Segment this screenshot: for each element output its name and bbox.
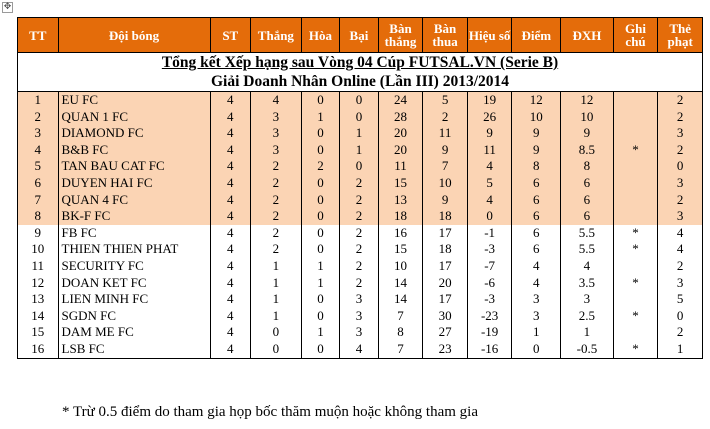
wins-cell: 2 bbox=[251, 175, 302, 192]
wins-cell: 2 bbox=[251, 158, 302, 175]
losses-cell: 2 bbox=[340, 192, 379, 209]
losses-cell: 2 bbox=[340, 175, 379, 192]
goals-against-cell: 27 bbox=[423, 324, 468, 341]
header-cell: TT bbox=[18, 18, 59, 53]
goals-for-cell: 20 bbox=[378, 125, 423, 142]
played-cell: 4 bbox=[210, 225, 251, 242]
ranking-points-cell: 10 bbox=[561, 109, 614, 126]
goals-against-cell: 18 bbox=[423, 241, 468, 258]
note-cell: * bbox=[613, 241, 658, 258]
draws-cell: 0 bbox=[301, 208, 340, 225]
title-line-1: Tổng kết Xếp hạng sau Vòng 04 Cúp FUTSAL.VN (Serie B) bbox=[161, 54, 559, 71]
goals-for-cell: 28 bbox=[378, 109, 423, 126]
ranking-points-cell: 1 bbox=[561, 324, 614, 341]
cards-cell: 2 bbox=[658, 192, 703, 209]
draws-cell: 1 bbox=[301, 258, 340, 275]
cards-cell: 3 bbox=[658, 208, 703, 225]
cards-cell: 3 bbox=[658, 125, 703, 142]
draws-cell: 0 bbox=[301, 291, 340, 308]
header-cell: Thắng bbox=[251, 18, 302, 53]
ranking-points-cell: 8.5 bbox=[561, 142, 614, 159]
goal-diff-cell: -3 bbox=[467, 291, 512, 308]
table-row bbox=[18, 208, 703, 225]
ranking-points-cell: 5.5 bbox=[561, 225, 614, 242]
played-cell: 4 bbox=[210, 241, 251, 258]
points-cell: 3 bbox=[512, 308, 561, 325]
table-row bbox=[18, 341, 703, 358]
table-row bbox=[18, 109, 703, 126]
draws-cell: 0 bbox=[301, 142, 340, 159]
played-cell: 4 bbox=[210, 275, 251, 292]
header-row bbox=[18, 18, 703, 53]
goals-against-cell: 23 bbox=[423, 341, 468, 358]
note-cell bbox=[613, 175, 658, 192]
goal-diff-cell: 19 bbox=[467, 92, 512, 109]
points-cell: 6 bbox=[512, 225, 561, 242]
rank-cell: 4 bbox=[18, 142, 59, 159]
ranking-points-cell: 6 bbox=[561, 192, 614, 209]
table-move-handle-icon[interactable]: ✥ bbox=[3, 2, 12, 12]
losses-cell: 2 bbox=[340, 208, 379, 225]
table-row bbox=[18, 175, 703, 192]
played-cell: 4 bbox=[210, 341, 251, 358]
header-cell: ĐXH bbox=[561, 18, 614, 53]
goal-diff-cell: -16 bbox=[467, 341, 512, 358]
ranking-points-cell: 3.5 bbox=[561, 275, 614, 292]
points-cell: 8 bbox=[512, 158, 561, 175]
played-cell: 4 bbox=[210, 158, 251, 175]
ranking-points-cell: 5.5 bbox=[561, 241, 614, 258]
draws-cell: 0 bbox=[301, 175, 340, 192]
points-cell: 0 bbox=[512, 341, 561, 358]
ranking-points-cell: -0.5 bbox=[561, 341, 614, 358]
table-row bbox=[18, 291, 703, 308]
goal-diff-cell: 4 bbox=[467, 158, 512, 175]
title-line-2: Giải Doanh Nhân Online (Lần III) 2013/2014 bbox=[210, 73, 509, 90]
note-cell bbox=[613, 192, 658, 209]
team-name-cell: EU FC bbox=[58, 92, 210, 109]
team-name-cell: B&B FC bbox=[58, 142, 210, 159]
table-row bbox=[18, 125, 703, 142]
goals-for-cell: 10 bbox=[378, 258, 423, 275]
goals-against-cell: 7 bbox=[423, 158, 468, 175]
table-row bbox=[18, 158, 703, 175]
draws-cell: 1 bbox=[301, 109, 340, 126]
goal-diff-cell: 26 bbox=[467, 109, 512, 126]
rank-cell: 13 bbox=[18, 291, 59, 308]
rank-cell: 8 bbox=[18, 208, 59, 225]
points-cell: 6 bbox=[512, 175, 561, 192]
note-cell: * bbox=[613, 341, 658, 358]
ranking-points-cell: 9 bbox=[561, 125, 614, 142]
played-cell: 4 bbox=[210, 208, 251, 225]
cards-cell: 3 bbox=[658, 175, 703, 192]
note-cell: * bbox=[613, 225, 658, 242]
losses-cell: 1 bbox=[340, 125, 379, 142]
table-row bbox=[18, 241, 703, 258]
wins-cell: 1 bbox=[251, 308, 302, 325]
goals-against-cell: 2 bbox=[423, 109, 468, 126]
losses-cell: 0 bbox=[340, 158, 379, 175]
ranking-points-cell: 3 bbox=[561, 291, 614, 308]
note-cell bbox=[613, 158, 658, 175]
note-cell: * bbox=[613, 142, 658, 159]
losses-cell: 1 bbox=[340, 142, 379, 159]
rank-cell: 6 bbox=[18, 175, 59, 192]
points-cell: 9 bbox=[512, 125, 561, 142]
team-name-cell: SECURITY FC bbox=[58, 258, 210, 275]
goal-diff-cell: 9 bbox=[467, 125, 512, 142]
cards-cell: 1 bbox=[658, 341, 703, 358]
team-name-cell: FB FC bbox=[58, 225, 210, 242]
team-name-cell: DIAMOND FC bbox=[58, 125, 210, 142]
goals-for-cell: 8 bbox=[378, 324, 423, 341]
team-name-cell: THIEN THIEN PHAT bbox=[58, 241, 210, 258]
note-cell bbox=[613, 258, 658, 275]
wins-cell: 1 bbox=[251, 291, 302, 308]
points-cell: 6 bbox=[512, 208, 561, 225]
note-cell bbox=[613, 109, 658, 126]
cards-cell: 3 bbox=[658, 275, 703, 292]
played-cell: 4 bbox=[210, 258, 251, 275]
goals-for-cell: 14 bbox=[378, 291, 423, 308]
goals-for-cell: 15 bbox=[378, 241, 423, 258]
points-cell: 3 bbox=[512, 291, 561, 308]
goals-against-cell: 5 bbox=[423, 92, 468, 109]
draws-cell: 0 bbox=[301, 308, 340, 325]
rank-cell: 12 bbox=[18, 275, 59, 292]
goals-for-cell: 24 bbox=[378, 92, 423, 109]
table-row bbox=[18, 275, 703, 292]
team-name-cell: BK-F FC bbox=[58, 208, 210, 225]
team-name-cell: QUAN 1 FC bbox=[58, 109, 210, 126]
goals-against-cell: 20 bbox=[423, 275, 468, 292]
team-name-cell: LSB FC bbox=[58, 341, 210, 358]
goal-diff-cell: -6 bbox=[467, 275, 512, 292]
table-row bbox=[18, 142, 703, 159]
cards-cell: 0 bbox=[658, 308, 703, 325]
played-cell: 4 bbox=[210, 142, 251, 159]
header-cell: Đội bóng bbox=[58, 18, 210, 53]
points-cell: 6 bbox=[512, 192, 561, 209]
cards-cell: 2 bbox=[658, 324, 703, 341]
wins-cell: 2 bbox=[251, 208, 302, 225]
goals-for-cell: 11 bbox=[378, 158, 423, 175]
goals-against-cell: 17 bbox=[423, 258, 468, 275]
points-cell: 9 bbox=[512, 142, 561, 159]
standings-table bbox=[17, 17, 703, 359]
table-row bbox=[18, 92, 703, 109]
wins-cell: 2 bbox=[251, 225, 302, 242]
cards-cell: 0 bbox=[658, 158, 703, 175]
draws-cell: 1 bbox=[301, 275, 340, 292]
wins-cell: 2 bbox=[251, 241, 302, 258]
rank-cell: 15 bbox=[18, 324, 59, 341]
points-cell: 4 bbox=[512, 275, 561, 292]
goals-against-cell: 9 bbox=[423, 142, 468, 159]
goals-for-cell: 16 bbox=[378, 225, 423, 242]
header-cell: Bàn thắng bbox=[378, 18, 423, 53]
points-cell: 1 bbox=[512, 324, 561, 341]
goals-for-cell: 14 bbox=[378, 275, 423, 292]
header-cell: Thẻ phạt bbox=[658, 18, 703, 53]
table-row bbox=[18, 258, 703, 275]
wins-cell: 2 bbox=[251, 192, 302, 209]
standings-rows bbox=[18, 92, 703, 359]
note-cell bbox=[613, 125, 658, 142]
played-cell: 4 bbox=[210, 192, 251, 209]
cards-cell: 2 bbox=[658, 109, 703, 126]
rank-cell: 14 bbox=[18, 308, 59, 325]
ranking-points-cell: 8 bbox=[561, 158, 614, 175]
header-cell: ST bbox=[210, 18, 251, 53]
header-cell: Điểm bbox=[512, 18, 561, 53]
note-cell: * bbox=[613, 275, 658, 292]
goal-diff-cell: -3 bbox=[467, 241, 512, 258]
wins-cell: 3 bbox=[251, 125, 302, 142]
points-cell: 4 bbox=[512, 258, 561, 275]
footnote: * Trừ 0.5 điểm do tham gia họp bốc thăm muộn hoặc không tham gia bbox=[62, 404, 479, 420]
header-cell: Ghi chú bbox=[613, 18, 658, 53]
draws-cell: 0 bbox=[301, 92, 340, 109]
team-name-cell: TAN BAU CAT FC bbox=[58, 158, 210, 175]
goal-diff-cell: -1 bbox=[467, 225, 512, 242]
ranking-points-cell: 6 bbox=[561, 208, 614, 225]
team-name-cell: DUYEN HAI FC bbox=[58, 175, 210, 192]
draws-cell: 1 bbox=[301, 324, 340, 341]
losses-cell: 0 bbox=[340, 92, 379, 109]
rank-cell: 2 bbox=[18, 109, 59, 126]
table-row bbox=[18, 225, 703, 242]
played-cell: 4 bbox=[210, 291, 251, 308]
cards-cell: 2 bbox=[658, 92, 703, 109]
goal-diff-cell: -19 bbox=[467, 324, 512, 341]
team-name-cell: LIEN MINH FC bbox=[58, 291, 210, 308]
points-cell: 10 bbox=[512, 109, 561, 126]
rank-cell: 5 bbox=[18, 158, 59, 175]
draws-cell: 2 bbox=[301, 158, 340, 175]
note-cell bbox=[613, 324, 658, 341]
header-cell: Hiệu số bbox=[467, 18, 512, 53]
points-cell: 6 bbox=[512, 241, 561, 258]
rank-cell: 1 bbox=[18, 92, 59, 109]
losses-cell: 2 bbox=[340, 258, 379, 275]
rank-cell: 16 bbox=[18, 341, 59, 358]
wins-cell: 4 bbox=[251, 92, 302, 109]
goals-for-cell: 7 bbox=[378, 308, 423, 325]
cards-cell: 4 bbox=[658, 241, 703, 258]
goals-against-cell: 11 bbox=[423, 125, 468, 142]
losses-cell: 2 bbox=[340, 241, 379, 258]
table-row bbox=[18, 324, 703, 341]
team-name-cell: SGDN FC bbox=[58, 308, 210, 325]
goal-diff-cell: 0 bbox=[467, 208, 512, 225]
wins-cell: 0 bbox=[251, 341, 302, 358]
goals-against-cell: 30 bbox=[423, 308, 468, 325]
cards-cell: 5 bbox=[658, 291, 703, 308]
goals-against-cell: 18 bbox=[423, 208, 468, 225]
played-cell: 4 bbox=[210, 125, 251, 142]
draws-cell: 0 bbox=[301, 241, 340, 258]
table-row bbox=[18, 192, 703, 209]
goal-diff-cell: 11 bbox=[467, 142, 512, 159]
goals-against-cell: 17 bbox=[423, 291, 468, 308]
losses-cell: 3 bbox=[340, 308, 379, 325]
goals-for-cell: 18 bbox=[378, 208, 423, 225]
ranking-points-cell: 4 bbox=[561, 258, 614, 275]
rank-cell: 10 bbox=[18, 241, 59, 258]
note-cell: * bbox=[613, 308, 658, 325]
wins-cell: 1 bbox=[251, 258, 302, 275]
note-cell bbox=[613, 92, 658, 109]
points-cell: 12 bbox=[512, 92, 561, 109]
played-cell: 4 bbox=[210, 308, 251, 325]
rank-cell: 7 bbox=[18, 192, 59, 209]
played-cell: 4 bbox=[210, 175, 251, 192]
ranking-points-cell: 6 bbox=[561, 175, 614, 192]
goal-diff-cell: 4 bbox=[467, 192, 512, 209]
played-cell: 4 bbox=[210, 109, 251, 126]
team-name-cell: DAM ME FC bbox=[58, 324, 210, 341]
played-cell: 4 bbox=[210, 324, 251, 341]
rank-cell: 3 bbox=[18, 125, 59, 142]
losses-cell: 0 bbox=[340, 109, 379, 126]
goals-against-cell: 17 bbox=[423, 225, 468, 242]
rank-cell: 9 bbox=[18, 225, 59, 242]
goals-for-cell: 15 bbox=[378, 175, 423, 192]
goals-for-cell: 20 bbox=[378, 142, 423, 159]
draws-cell: 0 bbox=[301, 225, 340, 242]
wins-cell: 1 bbox=[251, 275, 302, 292]
team-name-cell: QUAN 4 FC bbox=[58, 192, 210, 209]
table-row bbox=[18, 308, 703, 325]
goal-diff-cell: -23 bbox=[467, 308, 512, 325]
draws-cell: 0 bbox=[301, 125, 340, 142]
goals-against-cell: 9 bbox=[423, 192, 468, 209]
goals-for-cell: 7 bbox=[378, 341, 423, 358]
draws-cell: 0 bbox=[301, 192, 340, 209]
wins-cell: 3 bbox=[251, 109, 302, 126]
header-cell: Bại bbox=[340, 18, 379, 53]
cards-cell: 4 bbox=[658, 225, 703, 242]
ranking-points-cell: 2.5 bbox=[561, 308, 614, 325]
rank-cell: 11 bbox=[18, 258, 59, 275]
cards-cell: 2 bbox=[658, 258, 703, 275]
ranking-points-cell: 12 bbox=[561, 92, 614, 109]
goal-diff-cell: 5 bbox=[467, 175, 512, 192]
losses-cell: 2 bbox=[340, 225, 379, 242]
header-cell: Hòa bbox=[301, 18, 340, 53]
draws-cell: 0 bbox=[301, 341, 340, 358]
goal-diff-cell: -7 bbox=[467, 258, 512, 275]
losses-cell: 3 bbox=[340, 324, 379, 341]
header-cell: Bàn thua bbox=[423, 18, 468, 53]
losses-cell: 3 bbox=[340, 291, 379, 308]
note-cell bbox=[613, 208, 658, 225]
goals-against-cell: 10 bbox=[423, 175, 468, 192]
note-cell bbox=[613, 291, 658, 308]
cards-cell: 2 bbox=[658, 142, 703, 159]
goals-for-cell: 13 bbox=[378, 192, 423, 209]
document-body bbox=[17, 17, 703, 359]
wins-cell: 0 bbox=[251, 324, 302, 341]
wins-cell: 3 bbox=[251, 142, 302, 159]
losses-cell: 2 bbox=[340, 275, 379, 292]
played-cell: 4 bbox=[210, 92, 251, 109]
team-name-cell: DOAN KET FC bbox=[58, 275, 210, 292]
losses-cell: 4 bbox=[340, 341, 379, 358]
table-title bbox=[18, 53, 703, 92]
